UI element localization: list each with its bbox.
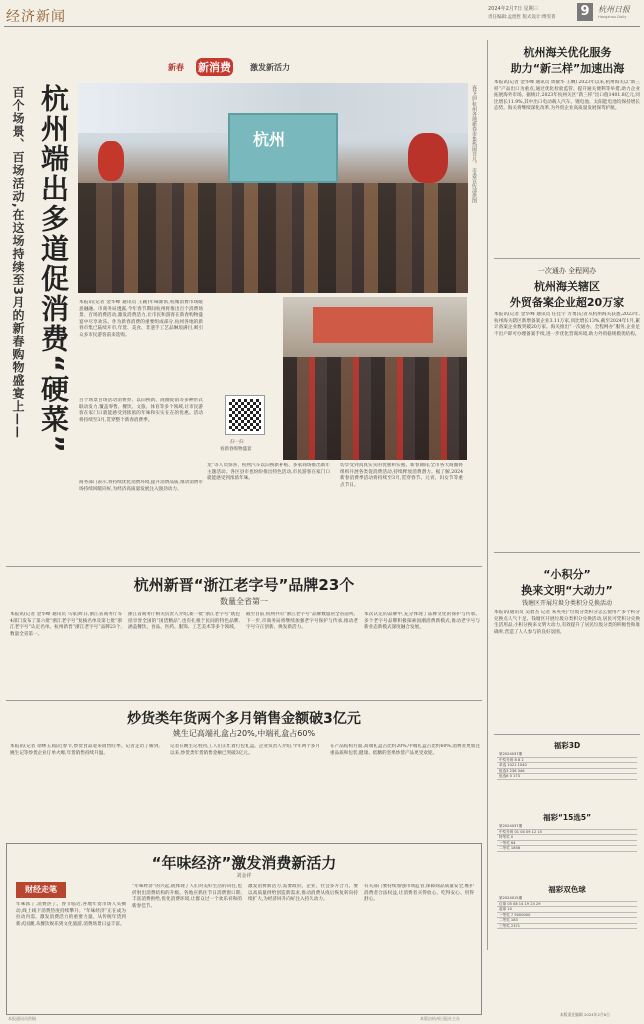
goods-body-1: 本报讯(记者 徐林玉)临近春节,炒货食品迎来销售旺季。记者走访了解到,姚生记等炒货企业订单火爆,年货销售持续升温。: [10, 744, 160, 756]
customs-title: 杭州海关优化服务: [523, 46, 612, 59]
page-number: 9: [577, 3, 593, 21]
brands-body-3: 截至目前,杭州共有“浙江老字号”品牌数量居全省前列。下一步,市商务局将继续加强老字号保护与传承,推动老字号守正创新、焕发新活力。: [246, 612, 358, 631]
brands-top-divider: [6, 566, 482, 567]
lottery-row: 中奖号码 8 8 2: [497, 758, 637, 764]
customs-subtitle: 助力“新三样”加速出海: [510, 62, 625, 75]
footer-left: 本报通讯员供稿: [8, 1016, 36, 1021]
trade-body: 本报讯(记者 金华峰 通讯员 任佳宇 方勇)记者从杭州海关获悉,2023年,杭州海关辖区新增备案企业3.11万家,同比增长13%,截至2024年1月,累计备案企业数突破20万家。海关推出“一次通办、全程网办”服务,企业足不出户即可办理备案手续,进一步优化营商环境,助力外贸稳规模优结构。: [494, 312, 640, 337]
lead-title: 杭州端出多道促消费“硬菜”: [37, 84, 70, 455]
points-subtitle: 钱塘区开展垃圾分类积分兑换活动: [521, 600, 612, 607]
photo-stall-roof: [313, 307, 433, 343]
lottery-row: 二等奖 183: [497, 918, 637, 924]
lottery-row: 一等奖 7 5000000: [497, 913, 637, 919]
economy-title: “年味经济”激发消费新活力: [151, 854, 337, 872]
lottery-15x5-table: [497, 824, 637, 852]
lead-body-3: 商务部门表示,将持续优化消费环境,提升消费品质,推动消费市场持续回暖向好,为经济高质量发展注入强劲动力。: [79, 480, 203, 492]
lottery-row: 三等奖 2371: [497, 924, 637, 930]
paper-name-en: Hangzhou Daily: [598, 15, 627, 19]
economy-byline: 刘金祥: [236, 873, 252, 879]
lead-photo-caption-box: [470, 85, 484, 285]
brands-subtitle: 数量全省第一: [220, 597, 268, 606]
header-date: 2024年2月7日 星期三: [488, 6, 539, 12]
lottery-row: 一等奖 64: [497, 841, 637, 847]
lead-headline: [37, 84, 71, 484]
lottery-row: 单选 1021 1040: [497, 763, 637, 769]
lottery-ssq-table: [497, 896, 637, 929]
photo-lantern-right: [408, 133, 448, 183]
paper-name: 杭州日报: [598, 5, 630, 14]
lottery-footer: 本版责任编辑 2024年2月6日: [560, 1012, 610, 1017]
trade-title: 杭州海关辖区: [534, 280, 600, 293]
qr-pattern: [229, 399, 261, 431]
points-title: 换来文明“大动力”: [521, 584, 613, 597]
banner-tag-vitality: 激发新活力: [250, 63, 290, 72]
brands-title: 杭州新晋“浙江老字号”品牌23个: [133, 576, 355, 594]
economy-column-label: 财经走笔: [25, 885, 57, 894]
lottery-row: 二等奖 1858: [497, 846, 637, 852]
goods-body-2: 记者在姚生记看到,工人们正忙着打包礼盒。企业负责人介绍,今年两个多月以来,炒货类年货销售金额已突破3亿元。: [170, 744, 320, 756]
brands-body-4: 本次认定的品牌中,充分体现了品牌文化的保护与传承。多个老字号品牌积极探索国潮消费新模式,推动老字号与新业态新模式深度融合发展。: [364, 612, 480, 631]
banner-tag: [168, 58, 328, 76]
section-title: 经济新闻: [6, 9, 66, 25]
points-kicker: “小积分”: [543, 568, 591, 581]
points-body: 本报讯(通讯员 吴碧杰 记者 朱英英)“垃圾分类积分怎么使用?”多个积分兑换点人气十足。钱塘区开展垃圾分类积分兑换活动,居民可凭积分兑换生活用品,小积分换来文明大动力,有效提升了居民垃圾分类的积极性和准确率,营造了人人参与的良好氛围。: [494, 610, 640, 635]
goods-title: 炒货类年货两个多月销售金额破3亿元: [127, 711, 361, 727]
trade-subtitle: 外贸备案企业超20万家: [509, 296, 625, 309]
lottery-divider: [494, 734, 640, 735]
qr-caption-1: 扫一扫: [230, 440, 244, 445]
trade-kicker: 一次通办 全程网办: [537, 267, 597, 275]
lottery-row: 组选3 236 346: [497, 769, 637, 775]
lead-photo-market: [78, 83, 468, 293]
lottery-3d-table: [497, 752, 637, 780]
goods-body-3: 在产品结构方面,高端礼盒占比约20%,中端礼盒占比约60%,消费者更加注重品质和包装,健康、低糖的坚果炒货产品更受欢迎。: [330, 744, 480, 756]
lottery-row: 红球 05 08 14 19 23 29: [497, 902, 637, 908]
qr-code[interactable]: [225, 395, 265, 435]
lead-photo-caption: 春节前,杭州各地新春市集热闹非凡。 市委宣传部供图: [471, 85, 477, 204]
qr-caption-2: 看新春购物盛宴: [220, 447, 252, 452]
lottery-row: 第2024015期: [497, 896, 637, 902]
lottery-ssq-title: 福彩双色球: [548, 885, 586, 894]
banner-tag-consume: 新消费: [196, 58, 233, 76]
lead-body-col2: 龙”等人员惊喜、杭州汽车以旧换新补贴、多家商场推出新年主题活动。各区县市也纷纷推出特色活动,市民游客在家门口就能感受到浓浓年味。: [207, 463, 330, 482]
lead-body-1: 本报讯(记者 金华峰 通讯员 王颖)年味渐浓,杭城消费市场暖意融融。市商务局透露,今年春节期间杭州将推出百个消费场景、百场消费活动,激发消费活力,让市民和游客在新春购物盛宴中尽享欢乐。作为新春消费的重要组成部分,杭州各地的新春市集已陆续开市,年货、美食、非遗手工艺品琳琅满目,吸引众多市民游客前来选购。: [79, 300, 203, 338]
lead-body-2: 百个场景百场活动消费券、以旧换新、商圈促销等多种形式联动发力,覆盖零售、餐饮、文旅、体育等多个领域,让市民游客在家门口就能感受到浓浓的年味和实实在在的优惠。活动将持续至3月,贯穿整个新春消费季。: [79, 398, 203, 423]
lottery-row: 第2024037期: [497, 752, 637, 758]
photo-stall-text: 杭州: [253, 130, 286, 149]
right-column-divider: [487, 40, 488, 950]
lead-subtitle: 百个场景、百场活动,在这场持续至3月的新春购物盛宴上——: [11, 86, 25, 439]
lottery-row: 组选6 0 173: [497, 774, 637, 780]
photo-crowd: [78, 183, 468, 293]
economy-body-3: 激发消费新活力,需要政府、企业、社会多方合力。要以高质量供给创造新需求,推动消费从疫后恢复转向持续扩大,为经济回升向好注入持久动力。: [248, 884, 358, 903]
photo-lantern-left: [98, 141, 124, 181]
brands-body-1: 本报讯(记者 金华峰 通讯员 马家)昨日,浙江省商务厅等4部门发布了第六批“浙江老字号”复核名单及第七批“浙江老字号”认定名单。杭州新晋“浙江老字号”品牌23个,数量全省第一。: [10, 612, 122, 637]
lottery-15x5-title: 福彩“15选5”: [542, 813, 591, 822]
lead-subtitle-box: [10, 86, 32, 486]
goods-top-divider: [6, 700, 482, 701]
customs-divider: [494, 258, 640, 259]
economy-body-2: “年味经济”的兴起,既体现了人们对美好生活的向往,也折射出消费结构的升级。各地应抓住节日消费窗口期,丰富消费供给,优化消费环境,让群众过一个欢乐祥和的新春佳节。: [132, 884, 242, 909]
lead-body-col3: 切享受到真真实实的优惠和实惠。新春期间,全市各大商圈将组织开展各类促消费活动,持续释放消费潜力。据了解,2024新春消费季活动将持续至3月,贯穿春节、元宵、妇女节等重点节日。: [340, 463, 463, 488]
customs-body: 本报讯(记者 金华峰 通讯员 周敏华 王琳) 2023年以来,杭州海关以“新三样”产品出口为重点,通过优化检验监管、提升通关便利等举措,助力企业拓展海外市场。据统计,2023年杭州关区“新三样”出口值1401.8亿元,同比增长11.9%,其中出口电动载人汽车、锂电池、太阳能电池均保持增长态势。海关将继续深化改革,为外贸企业高质量发展保驾护航。: [494, 80, 640, 112]
lottery-3d-title: 福彩3D: [553, 741, 581, 750]
lottery-row: 中奖号码 01 04 09 12 15: [497, 830, 637, 836]
photo-crowd-people: [283, 357, 467, 460]
economy-column-tag: [16, 882, 66, 898]
brands-body-2: 浙江省商务厅相关负责人介绍,新一批“浙江老字号”既包括享誉全国的“国货精品”,也有扎根于民间的特色品牌,涵盖餐饮、食品、医药、服饰、工艺美术等多个领域。: [128, 612, 240, 631]
goods-subtitle: 姚生记高端礼盒占20%,中端礼盒占60%: [172, 729, 316, 738]
economy-body-4: 有关部门要持续加强市场监管,保障商品质量安全,维护消费者合法权益,让消费者买得放心、吃得安心、用得舒心。: [364, 884, 474, 903]
lottery-row: 特等奖 0: [497, 835, 637, 841]
header-editors: 责任编辑:孟煜哲 版式设计:傅雯菁: [488, 15, 556, 20]
footer-right: 本版由杭州日报社主办: [420, 1016, 460, 1021]
lottery-row: 蓝球 10: [497, 907, 637, 913]
header-divider: [4, 26, 640, 27]
trade-divider: [494, 552, 640, 553]
lead-photo-crowd: [283, 297, 467, 460]
banner-tag-spring: 新春: [168, 63, 184, 72]
economy-body-1: 年味浓了,消费热了。春节临近,各地年货市场人头攒动,线上线下消费热度持续攀升。“年味经济”正在成为拉动内需、激发消费活力的重要力量。从传统年货到新式国潮,从餐饮娱乐到文化旅游,消费场景日益丰富。: [16, 902, 126, 927]
lottery-row: 第2024037期: [497, 824, 637, 830]
